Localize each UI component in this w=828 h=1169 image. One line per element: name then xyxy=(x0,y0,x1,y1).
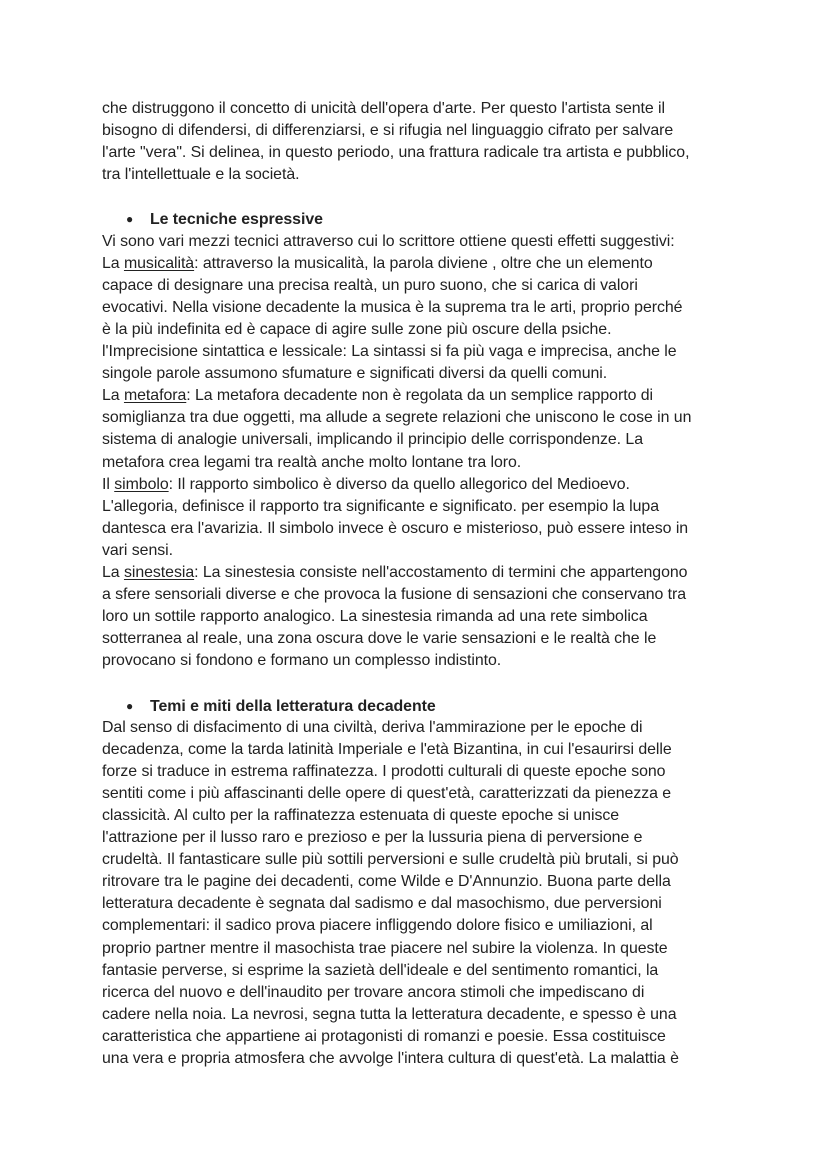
term-line-musicalita xyxy=(102,253,742,275)
text-line: metafora crea legami tra realtà anche molto lontane tra loro. xyxy=(102,453,522,471)
text-line: loro un sottile rapporto analogico. La sinestesia rimanda ad una rete simbolica xyxy=(102,608,648,626)
term-line-sinestesia xyxy=(102,562,742,584)
text-line: una vera e propria atmosfera che avvolge l'intera cultura di quest'età. La malattia è xyxy=(102,1050,679,1068)
term-prefix: La xyxy=(102,387,124,405)
bullet-icon: ● xyxy=(126,212,134,227)
text-line: Vi sono vari mezzi tecnici attraverso cui lo scrittore ottiene questi effetti suggestivi: xyxy=(102,232,675,250)
text-line: provocano si fondono e formano un complesso indistinto. xyxy=(102,652,502,670)
term-line-metafora xyxy=(102,385,742,407)
term-simbolo: simbolo xyxy=(114,475,169,493)
text-line: che distruggono il concetto di unicità dell'opera d'arte. Per questo l'artista sente il xyxy=(102,100,666,117)
text-line: somiglianza tra due oggetti, ma allude a segrete relazioni che uniscono le cose in un xyxy=(102,409,692,427)
bullet-icon: ● xyxy=(126,698,134,713)
text-line: vari sensi. xyxy=(102,541,173,559)
section-heading-text: Le tecniche espressive xyxy=(150,211,323,229)
text-line: caratteristica che appartiene ai protagonisti di romanzi e poesie. Essa costituisce xyxy=(102,1027,666,1045)
text-line: complementari: il sadico prova piacere infliggendo dolore fisico e umiliazioni, al xyxy=(102,917,653,935)
text-line: classicità. Al culto per la raffinatezza estenuata di queste epoche si unisce xyxy=(102,807,620,824)
text-line: bisogno di difendersi, di differenziarsi, e si rifugia nel linguaggio cifrato per salvare xyxy=(102,122,674,140)
term-sinestesia: sinestesia xyxy=(123,563,195,581)
term-musicalita: musicalità xyxy=(123,254,195,272)
text-line: tra l'intellettuale e la società. xyxy=(102,166,300,184)
term-description: : La metafora decadente non è regolata da un semplice rapporto di xyxy=(186,387,653,405)
text-line: proprio partner mentre il masochista trae piacere nel subire la violenza. In queste xyxy=(102,939,668,957)
spacer xyxy=(102,672,742,694)
text-line: L'allegoria, definisce il rapporto tra significante e significato. per esempio la lupa xyxy=(102,497,659,515)
section-heading-temi xyxy=(102,695,742,717)
text-line: decadenza, come la tarda latinità Imperiale e l'età Bizantina, in cui l'esaurirsi delle xyxy=(102,740,672,758)
text-line: dantesca era l'avarizia. Il simbolo invece è oscuro e misterioso, può essere inteso in xyxy=(102,519,689,537)
text-line: forze si traduce in estrema raffinatezza. I prodotti culturali di queste epoche sono xyxy=(102,762,666,780)
term-description: : Il rapporto simbolico è diverso da quello allegorico del Medioevo. xyxy=(168,475,630,493)
text-line: a sfere sensoriali diverse e che provoca la fusione di sensazioni che conservano tra xyxy=(102,586,687,604)
term-description: : attraverso la musicalità, la parola diviene , oltre che un elemento xyxy=(194,254,653,272)
term-prefix: La xyxy=(102,563,124,581)
term-metafora: metafora xyxy=(123,387,187,405)
text-line: fantasie perverse, si esprime la sazietà dell'ideale e del sentimento romantici, la xyxy=(102,961,659,979)
section-heading-tecniche xyxy=(102,208,742,230)
text-line: capace di designare una precisa realtà, un puro suono, che si carica di valori xyxy=(102,276,638,294)
text-line: letteratura decadente è segnata dal sadismo e dal masochismo, due perversioni xyxy=(102,895,662,913)
temi-paragraph xyxy=(102,717,742,1071)
text-line: sentiti come i più affascinanti delle opere di quest'età, caratterizzati da pienezza e xyxy=(102,784,672,802)
section-heading-text: Temi e miti della letteratura decadente xyxy=(150,697,436,715)
text-line: ricerca del nuovo e dell'inaudito per trovare ancora stimoli che impediscano di xyxy=(102,983,645,1001)
text-line: Dal senso di disfacimento di una civiltà, deriva l'ammirazione per le epoche di xyxy=(102,718,643,736)
term-line-simbolo xyxy=(102,474,742,496)
document-page xyxy=(102,98,742,1070)
text-line: evocativi. Nella visione decadente la musica è la suprema tra le arti, proprio perché xyxy=(102,298,683,316)
term-prefix: La xyxy=(102,254,124,272)
text-line: sotterranea al reale, una zona oscura dove le varie sensazioni e le realtà che le xyxy=(102,630,657,648)
text-line: l'attrazione per il lusso raro e prezioso e per la lussuria piena di perversione e xyxy=(102,829,643,847)
term-prefix: Il xyxy=(102,475,115,493)
term-description: : La sinestesia consiste nell'accostamento di termini che appartengono xyxy=(194,563,688,581)
intro-paragraph xyxy=(102,98,742,186)
text-line: cadere nella noia. La nevrosi, segna tutta la letteratura decadente, e spesso è una xyxy=(102,1005,677,1023)
text-line: l'Imprecisione sintattica e lessicale: La sintassi si fa più vaga e imprecisa, anche le xyxy=(102,343,677,361)
text-line: sistema di analogie universali, implicando il principio delle corrispondenze. La xyxy=(102,431,643,449)
text-line: l'arte "vera". Si delinea, in questo periodo, una frattura radicale tra artista e pubblico, xyxy=(102,144,690,162)
text-line: crudeltà. Il fantasticare sulle più sottili perversioni e sulle crudeltà più brutali, si può xyxy=(102,851,679,869)
text-line: singole parole assumono sfumature e significati diversi da quelli comuni. xyxy=(102,365,608,383)
text-line: è la più indefinita ed è capace di agire sulle zone più oscure della psiche. xyxy=(102,320,612,338)
text-line: ritrovare tra le pagine dei decadenti, come Wilde e D'Annunzio. Buona parte della xyxy=(102,873,671,891)
spacer xyxy=(102,186,742,208)
